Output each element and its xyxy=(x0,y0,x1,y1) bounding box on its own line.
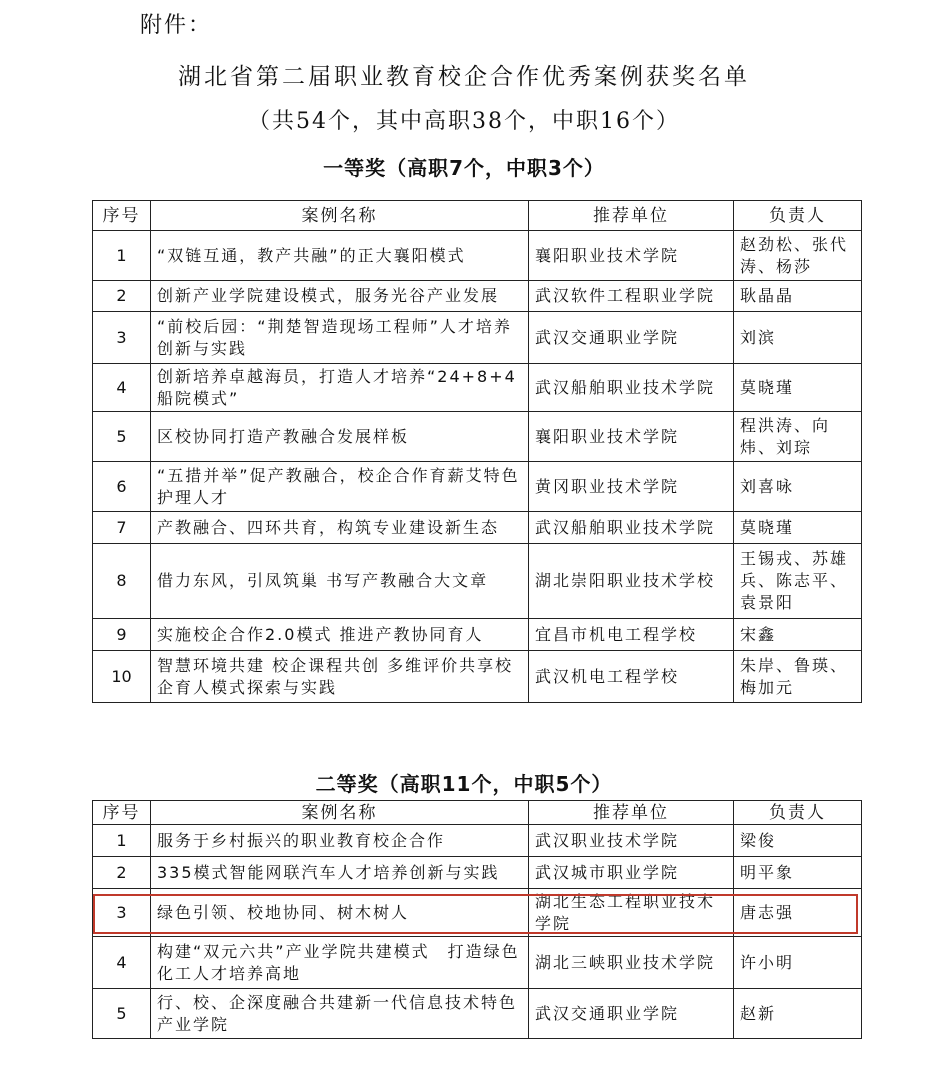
cell-name: “双链互通，教产共融”的正大襄阳模式 xyxy=(151,231,529,281)
cell-lead: 刘喜咏 xyxy=(734,462,862,512)
cell-lead: 宋鑫 xyxy=(734,619,862,651)
page-subtitle: （共54个，其中高职38个，中职16个） xyxy=(248,109,680,134)
cell-unit: 武汉城市职业学院 xyxy=(529,857,734,889)
table-row xyxy=(93,651,862,703)
cell-name: 借力东风，引凤筑巢 书写产教融合大文章 xyxy=(151,544,529,619)
table-row xyxy=(93,231,862,281)
header-no: 序号 xyxy=(93,201,151,231)
cell-name: 335模式智能网联汽车人才培养创新与实践 xyxy=(151,857,529,889)
cell-name: 创新培养卓越海员，打造人才培养“24+8+4船院模式” xyxy=(151,364,529,412)
table-row xyxy=(93,544,862,619)
cell-lead: 程洪涛、向炜、刘琮 xyxy=(734,412,862,462)
cell-no: 3 xyxy=(93,889,151,937)
table-row xyxy=(93,937,862,989)
cell-lead: 唐志强 xyxy=(734,889,862,937)
cell-no: 6 xyxy=(93,462,151,512)
cell-name: 实施校企合作2.0模式 推进产教协同育人 xyxy=(151,619,529,651)
header-no: 序号 xyxy=(93,801,151,825)
cell-lead: 刘滨 xyxy=(734,312,862,364)
cell-no: 4 xyxy=(93,364,151,412)
cell-no: 4 xyxy=(93,937,151,989)
cell-name: 绿色引领、校地协同、树木树人 xyxy=(151,889,529,937)
cell-lead: 莫晓瑾 xyxy=(734,512,862,544)
cell-unit: 武汉职业技术学院 xyxy=(529,825,734,857)
cell-name: 服务于乡村振兴的职业教育校企合作 xyxy=(151,825,529,857)
cell-name: “五措并举”促产教融合，校企合作育薪艾特色护理人才 xyxy=(151,462,529,512)
header-unit: 推荐单位 xyxy=(529,201,734,231)
cell-no: 1 xyxy=(93,825,151,857)
header-name: 案例名称 xyxy=(151,801,529,825)
cell-unit: 湖北生态工程职业技术学院 xyxy=(529,889,734,937)
cell-name: 智慧环境共建 校企课程共创 多维评价共享校企育人模式探索与实践 xyxy=(151,651,529,703)
cell-lead: 赵新 xyxy=(734,989,862,1039)
cell-unit: 湖北崇阳职业技术学校 xyxy=(529,544,734,619)
second-prize-heading: 二等奖（高职11个，中职5个） xyxy=(315,772,613,796)
table-row xyxy=(93,619,862,651)
cell-unit: 宜昌市机电工程学校 xyxy=(529,619,734,651)
table-row xyxy=(93,412,862,462)
table-row xyxy=(93,462,862,512)
page-title: 湖北省第二届职业教育校企合作优秀案例获奖名单 xyxy=(178,64,750,90)
header-unit: 推荐单位 xyxy=(529,801,734,825)
cell-unit: 黄冈职业技术学院 xyxy=(529,462,734,512)
cell-name: 构建“双元六共”产业学院共建模式 打造绿色化工人才培养高地 xyxy=(151,937,529,989)
cell-no: 7 xyxy=(93,512,151,544)
cell-unit: 湖北三峡职业技术学院 xyxy=(529,937,734,989)
cell-unit: 武汉交通职业学院 xyxy=(529,989,734,1039)
header-lead: 负责人 xyxy=(734,201,862,231)
table-row xyxy=(93,857,862,889)
table-row xyxy=(93,889,862,937)
table-row xyxy=(93,281,862,312)
cell-lead: 许小明 xyxy=(734,937,862,989)
cell-no: 9 xyxy=(93,619,151,651)
second-prize-table xyxy=(92,800,862,1039)
cell-no: 10 xyxy=(93,651,151,703)
cell-unit: 襄阳职业技术学院 xyxy=(529,231,734,281)
cell-no: 8 xyxy=(93,544,151,619)
cell-no: 2 xyxy=(93,857,151,889)
table-row xyxy=(93,364,862,412)
table-row xyxy=(93,989,862,1039)
table-row xyxy=(93,825,862,857)
cell-name: “前校后园：“荆楚智造现场工程师”人才培养创新与实践 xyxy=(151,312,529,364)
table-row xyxy=(93,512,862,544)
cell-lead: 耿晶晶 xyxy=(734,281,862,312)
cell-name: 行、校、企深度融合共建新一代信息技术特色产业学院 xyxy=(151,989,529,1039)
header-name: 案例名称 xyxy=(151,201,529,231)
header-lead: 负责人 xyxy=(734,801,862,825)
cell-unit: 襄阳职业技术学院 xyxy=(529,412,734,462)
cell-no: 5 xyxy=(93,412,151,462)
cell-lead: 赵劲松、张代涛、杨莎 xyxy=(734,231,862,281)
first-prize-heading: 一等奖（高职7个，中职3个） xyxy=(323,156,605,180)
cell-lead: 明平象 xyxy=(734,857,862,889)
cell-name: 创新产业学院建设模式，服务光谷产业发展 xyxy=(151,281,529,312)
cell-lead: 王锡戎、苏雄兵、陈志平、袁景阳 xyxy=(734,544,862,619)
table-row xyxy=(93,312,862,364)
cell-name: 区校协同打造产教融合发展样板 xyxy=(151,412,529,462)
cell-unit: 武汉船舶职业技术学院 xyxy=(529,364,734,412)
cell-lead: 莫晓瑾 xyxy=(734,364,862,412)
cell-unit: 武汉船舶职业技术学院 xyxy=(529,512,734,544)
cell-no: 5 xyxy=(93,989,151,1039)
cell-no: 1 xyxy=(93,231,151,281)
cell-lead: 朱岸、鲁瑛、梅加元 xyxy=(734,651,862,703)
cell-no: 3 xyxy=(93,312,151,364)
cell-unit: 武汉软件工程职业学院 xyxy=(529,281,734,312)
first-prize-table xyxy=(92,200,862,703)
cell-unit: 武汉交通职业学院 xyxy=(529,312,734,364)
cell-name: 产教融合、四环共育，构筑专业建设新生态 xyxy=(151,512,529,544)
cell-no: 2 xyxy=(93,281,151,312)
cell-unit: 武汉机电工程学校 xyxy=(529,651,734,703)
cell-lead: 梁俊 xyxy=(734,825,862,857)
attachment-label: 附件： xyxy=(140,13,213,38)
